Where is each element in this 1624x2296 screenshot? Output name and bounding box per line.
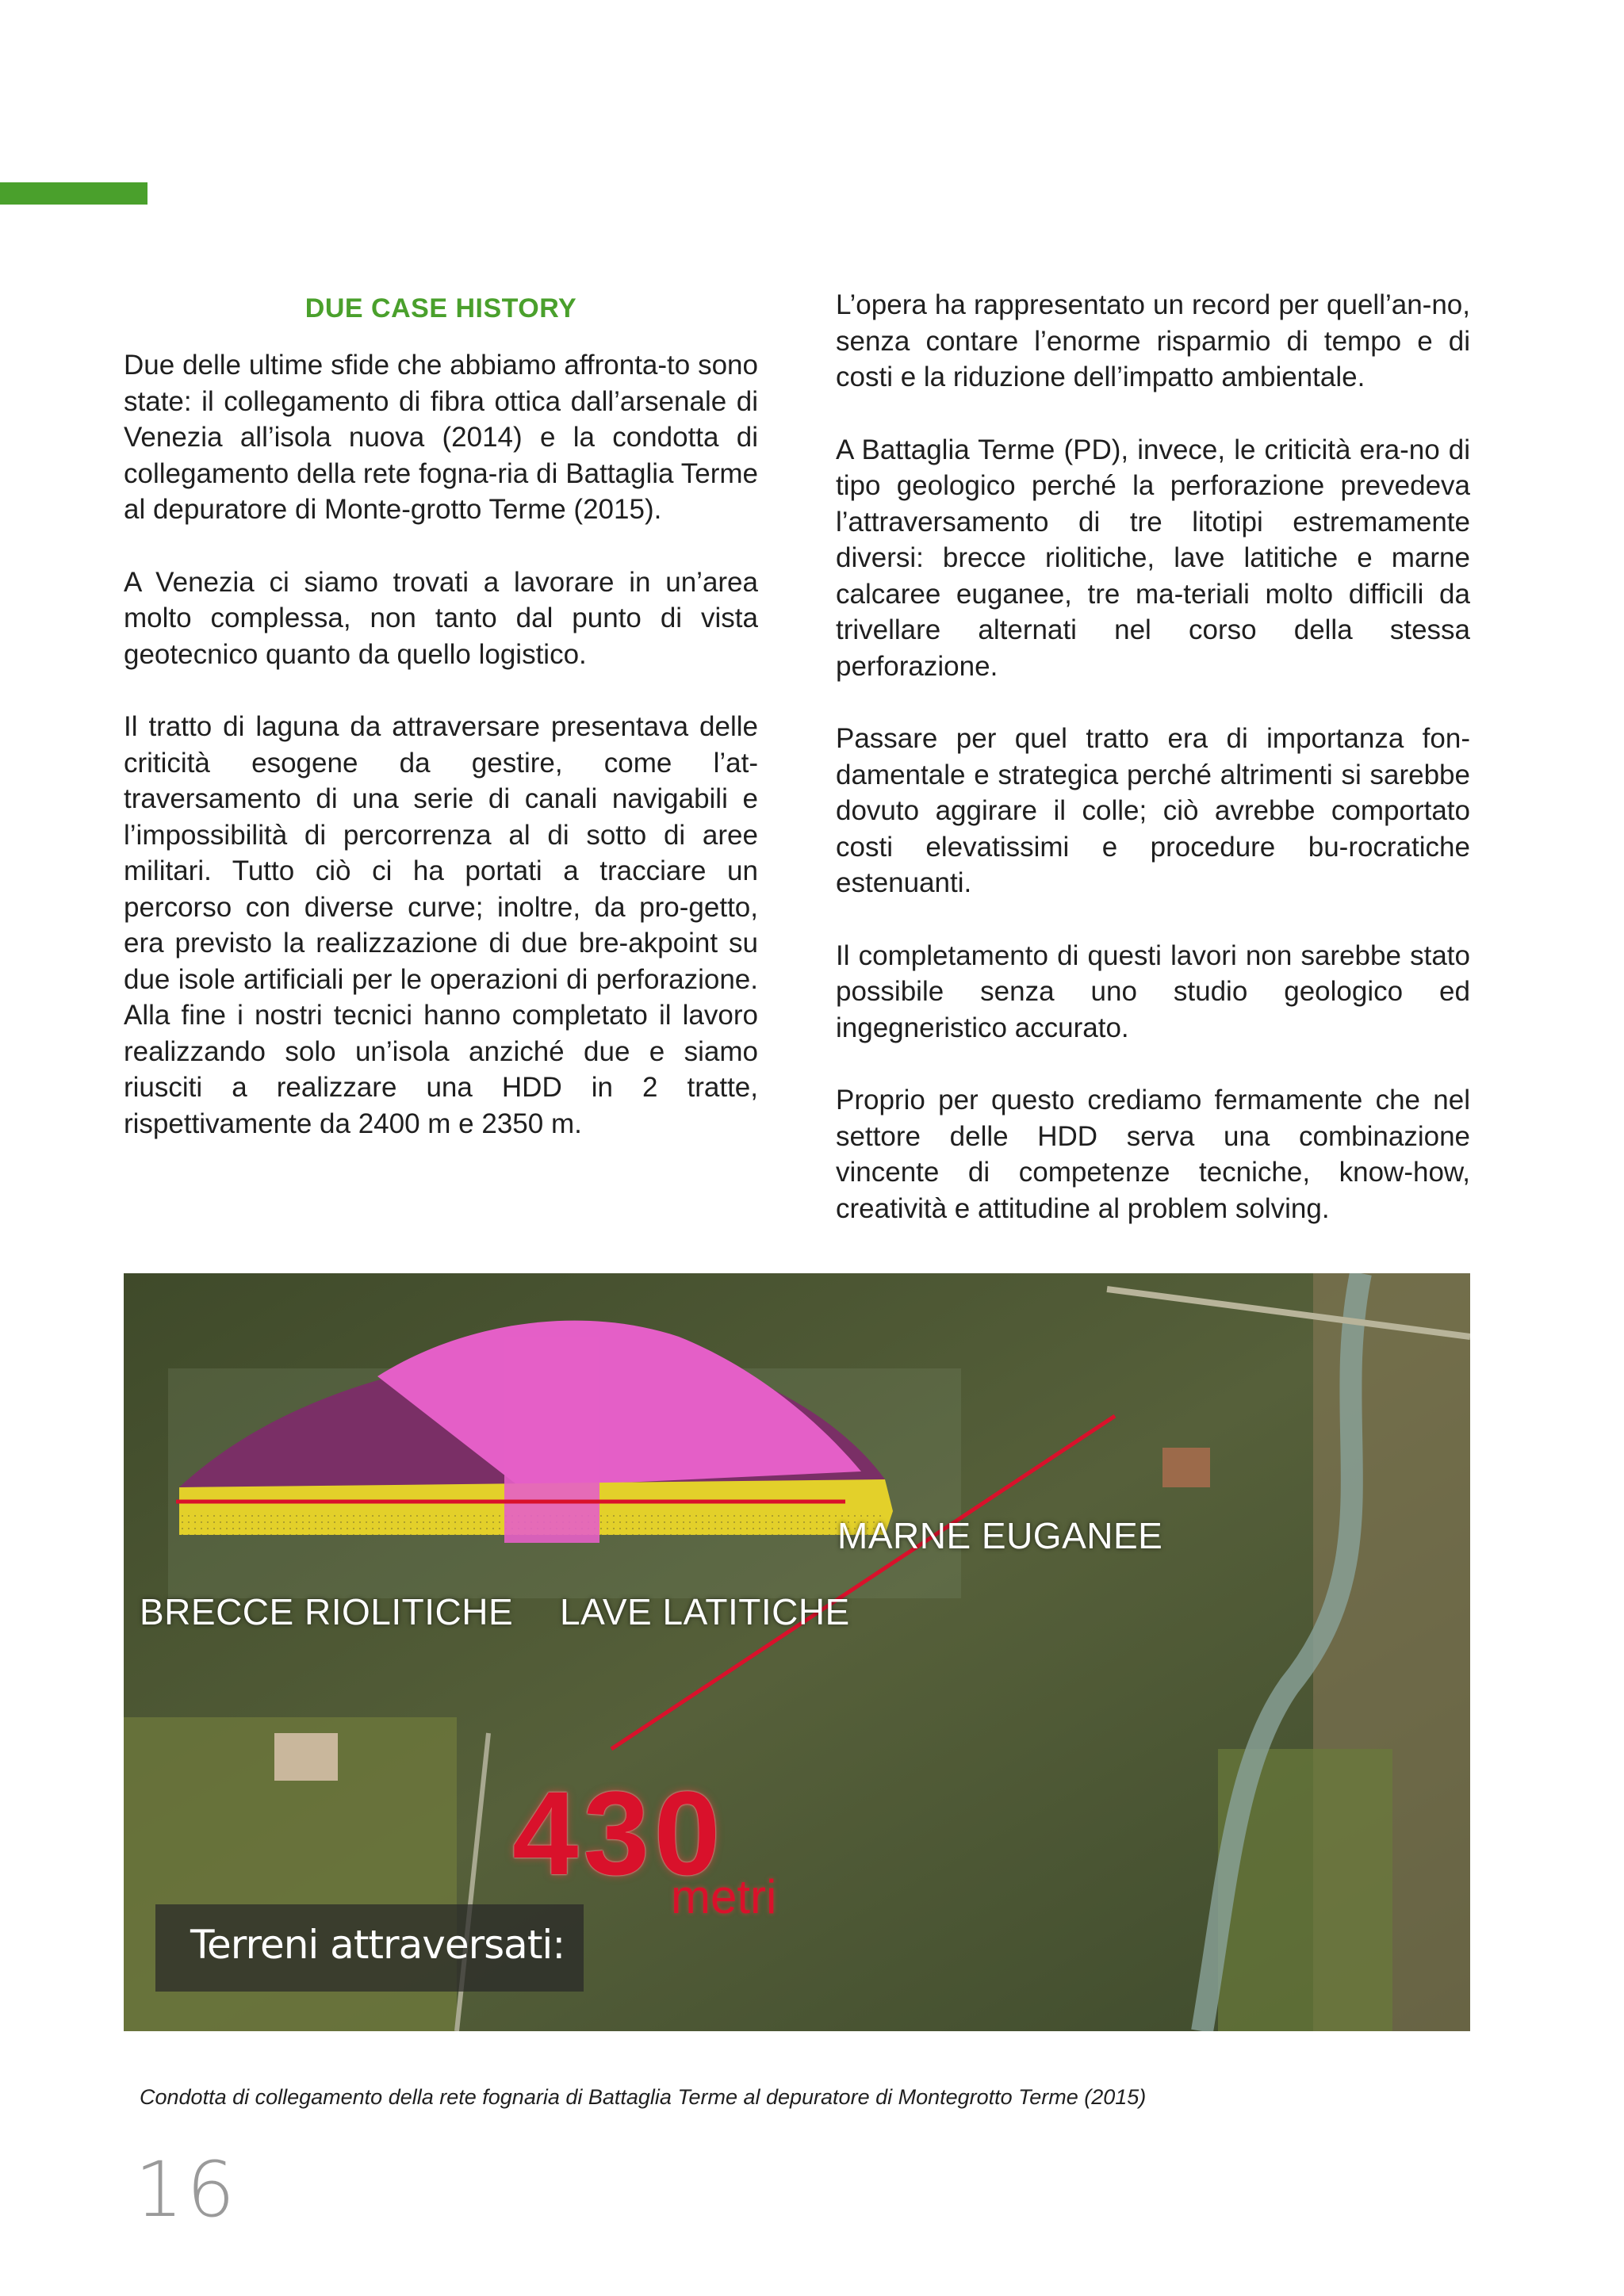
distance-unit: metri [671, 1870, 777, 1923]
distance-value: 430 [512, 1766, 726, 1900]
label-lave: LAVE LATITICHE [560, 1591, 850, 1632]
page-number: 16 [135, 2145, 239, 2234]
left-column [124, 287, 758, 1178]
paragraph: Il tratto di laguna da attraversare presentava delle criticità esogene da gestire, come l’at-traversamento di una serie di canali navigabili e l’impossibilità di percorrenza al di sotto di aree militari. Tutto ciò ci ha portati a tracciare un percorso con diverse curve; inoltre, da pro-getto, era previsto la realizzazione di due bre-akpoint su due isole artificiali per le operazioni di perforazione. Alla fine i nostri tecnici hanno completato il lavoro realizzando solo un’isola anziché due e siamo riusciti a realizzare una HDD in 2 tratte, rispettivamente da 2400 m e 2350 m. [124, 711, 758, 1139]
figure-caption: Condotta di collegamento della rete fognaria di Battaglia Terme al depuratore di Montegrotto Terme (2015) [140, 2085, 1147, 2109]
accent-bar [0, 182, 147, 205]
label-marne: MARNE EUGANEE [837, 1515, 1163, 1556]
aerial-map-figure [124, 1273, 1470, 2031]
paragraph: Il completamento di questi lavori non sarebbe stato possibile senza uno studio geologico ed ingegneristico accurato. [836, 939, 1470, 1043]
paragraph: Proprio per questo crediamo fermamente che nel settore delle HDD serva una combinazione vincente di competenze tecniche, know-how, creatività e attitudine al problem solving. [836, 1085, 1470, 1224]
paragraph: A Venezia ci siamo trovati a lavorare in un’area molto complessa, non tanto dal punto di vista geotecnico quanto da quello logistico. [124, 566, 758, 670]
paragraph: A Battaglia Terme (PD), invece, le criticità era-no di tipo geologico perché la perforazione prevedeva l’attraversamento di tre litotipi estremamente diversi: brecce riolitiche, lave latitiche e marne calcaree euganee, tre ma-teriali molto difficili da trivellare alternati nel corso della stessa perforazione. [836, 434, 1470, 682]
paragraph: Due delle ultime sfide che abbiamo affronta-to sono state: il collegamento di fibra ottica dall’arsenale di Venezia all’isola nuova (2014) e la condotta di collegamento della rete fogna-ria di Battaglia Terme al depuratore di Monte-grotto Terme (2015). [124, 350, 758, 525]
paragraph: L’opera ha rappresentato un record per quell’an-no, senza contare l’enorme risparmio di tempo e di costi e la riduzione dell’impatto ambientale. [836, 289, 1470, 392]
paragraph: Passare per quel tratto era di importanza fon-damentale e strategica perché altrimenti si sarebbe dovuto aggirare il colle; ciò avrebbe comportato costi elevatissimi e procedure bu-rocratiche estenuanti. [836, 723, 1470, 898]
section-title: DUE CASE HISTORY [304, 293, 577, 323]
label-terreni: Terreni attraversati: [190, 1922, 565, 1968]
right-column [836, 287, 1470, 1263]
label-brecce: BRECCE RIOLITICHE [140, 1591, 514, 1632]
